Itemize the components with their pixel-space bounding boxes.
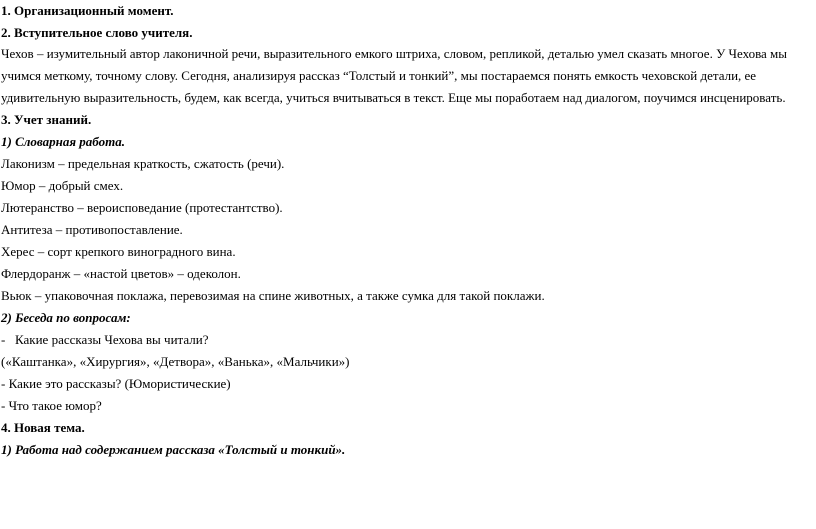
vocab-item: Вьюк – упаковочная поклажа, перевозимая на спине животных, а также сумка для такой поклажи. — [1, 288, 545, 303]
question-item — [1, 332, 208, 348]
question-text: Какие рассказы Чехова вы читали? — [15, 332, 209, 347]
intro-paragraph: Чехов – изумительный автор лаконичной речи, выразительного емкого штриха, словом, репликой, деталью умел сказать многое. У Чехова мы учимся меткому, точному слову. Сегодня, анализируя рассказ “Толстый и тонкий”, мы постараемся понять емкость чеховской детали, ее удивительную выразительность, будем, как всегда, учиться вчитываться в текст. Еще мы поработаем над диалогом, поучимся инсценировать. — [1, 46, 788, 105]
vocab-item: Лютеранство – вероисповедание (протестантство). — [1, 200, 283, 215]
subheading-vocabulary: 1) Словарная работа. — [1, 134, 125, 149]
vocab-item: Флердоранж – «настой цветов» – одеколон. — [1, 266, 241, 281]
list-dash: - — [1, 332, 6, 347]
question-item: - Какие это рассказы? (Юмористические) — [1, 376, 231, 391]
vocab-item: Антитеза – противопоставление. — [1, 222, 183, 237]
heading-teacher-intro: 2. Вступительное слово учителя. — [1, 25, 193, 40]
heading-knowledge-check: 3. Учет знаний. — [1, 112, 92, 127]
question-item: - Что такое юмор? — [1, 398, 102, 413]
heading-new-topic: 4. Новая тема. — [1, 420, 85, 435]
subheading-questions: 2) Беседа по вопросам: — [1, 310, 131, 325]
vocab-item: Херес – сорт крепкого виноградного вина. — [1, 244, 236, 259]
subheading-story-work: 1) Работа над содержанием рассказа «Толстый и тонкий». — [1, 442, 346, 457]
answer-line: («Каштанка», «Хирургия», «Детвора», «Ванька», «Мальчики») — [1, 354, 350, 369]
vocab-item: Лаконизм – предельная краткость, сжатость (речи). — [1, 156, 285, 171]
vocab-item: Юмор – добрый смех. — [1, 178, 124, 193]
heading-organizational: 1. Организационный момент. — [1, 3, 174, 18]
